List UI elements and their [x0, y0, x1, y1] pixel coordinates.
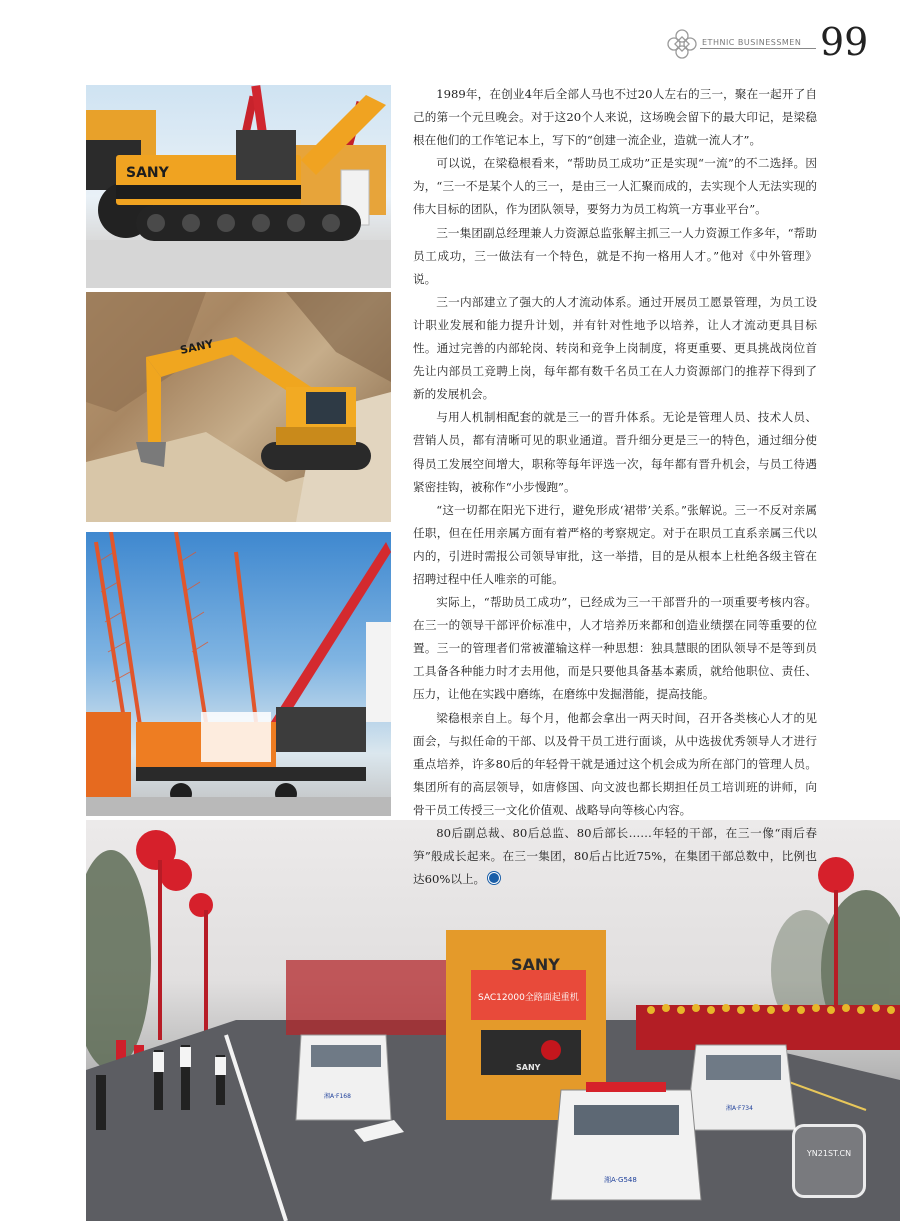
convoy-grille-label: SANY [516, 1063, 541, 1072]
watermark-text: YN21ST.CN [806, 1149, 852, 1158]
photo-excavator-yard [86, 85, 391, 288]
article-paragraph: “这一切都在阳光下进行，避免形成‘裙带’关系。”张解说。三一不反对亲属任职，但在任用亲属方面有着严格的考察规定。对于在职员工直系亲属三代以内的，引进时需报公司领导审批，这一举措，目的是从根本上杜绝各级主管在招聘过程中任人唯亲的可能。 [413, 502, 817, 586]
ornament-knot-icon [662, 24, 702, 64]
convoy-plate-front: 湘A·G548 [604, 1176, 637, 1184]
article-paragraph-last [413, 822, 817, 891]
convoy-banner-text: SAC12000全路面起重机 [478, 993, 579, 1003]
article-paragraph: 梁稳根亲自上。每个月，他都会拿出一两天时间，召开各类核心人才的见面会，与拟任命的干部、以及骨干员工进行面谈，从中选拔优秀领导人才进行重点培养，许多80后的年轻骨干就是通过这个机会成为所在部门的管理人员。集团所有的高层领导，如唐修国、向文波也都长期担任员工培训班的讲师，向骨干员工传授三一文化价值观、战略导向等核心内容。 [413, 710, 817, 817]
magazine-name: ETHNIC BUSINESSMEN [702, 38, 802, 47]
watermark-logo [792, 1124, 866, 1198]
photo-cranes-exhibition [86, 532, 391, 816]
page-number: 99 [820, 20, 869, 64]
convoy-crane-brand-label: SANY [511, 955, 560, 974]
yard-excavator-brand-label: SANY [126, 165, 169, 181]
article-last-text: 80后副总裁、80后总监、80后部长……年轻的干部，在三一像“雨后春笋”般成长起来。在三一集团，80后占比近75%，在集团干部总数中，比例也达60%以上。 [413, 826, 817, 887]
convoy-plate-left: 湘A·F168 [324, 1093, 351, 1100]
article-body [413, 83, 817, 891]
article-paragraph: 三一内部建立了强大的人才流动体系。通过开展员工愿景管理，为员工设计职业发展和能力提升计划，并有针对性地予以培养，让人才流动更具目标性。通过完善的内部轮岗、转岗和竞争上岗制度，将更重要、更具挑战岗位首先让内部员工竞聘上岗，每年都有数千名员工在人力资源部门的推荐下得到了新的发展机会。 [413, 294, 817, 402]
convoy-plate-right: 湘A·F734 [726, 1105, 753, 1112]
header-rule [700, 48, 816, 49]
article-paragraph: 三一集团副总经理兼人力资源总监张解主抓三一人力资源工作多年，“帮助员工成功，三一做法有一个特色，就是不拘一格用人才。”他对《中外管理》说。 [413, 225, 817, 286]
article-paragraph: 实际上，“帮助员工成功”，已经成为三一干部晋升的一项重要考核内容。在三一的领导干部评价标准中，人才培养历来都和创造业绩摆在同等重要的位置。三一的管理者们常被灌输这样一种思想：独具慧眼的团队领导不是等到员工具备各种能力时才去用他，而是只要他具备基本素质，就给他职位、责任、压力，让他在实践中磨练，在磨练中发掘潜能，提高技能。 [413, 595, 817, 702]
page-header [660, 18, 890, 68]
end-mark-icon [488, 872, 500, 884]
photo-excavator-quarry [86, 292, 391, 522]
article-paragraph: 可以说，在梁稳根看来，“帮助员工成功”正是实现“一流”的不二选择。因为，“三一不是某个人的三一，是由三一人汇聚而成的，去实现个人无法实现的伟大目标的团队，作为团队领导，要努力为员工构筑一方事业平台”。 [413, 156, 817, 217]
article-paragraph: 1989年，在创业4年后全部人马也不过20人左右的三一，聚在一起开了自己的第一个元旦晚会。对于这20个人来说，这场晚会留下的最大印记，是梁稳根在他们的工作笔记本上，写下的“创建一流企业，造就一流人才”。 [413, 87, 817, 148]
article-paragraph: 与用人机制相配套的就是三一的晋升体系。无论是管理人员、技术人员、营销人员，都有清晰可见的职业通道。晋升细分更是三一的特色，通过细分使得员工发展空间增大，职称等每年评选一次，每年都有晋升机会，与员工待遇紧密挂钩，被称作“小步慢跑”。 [413, 410, 817, 494]
quarry-excavator-brand-label: SANY [178, 337, 215, 357]
